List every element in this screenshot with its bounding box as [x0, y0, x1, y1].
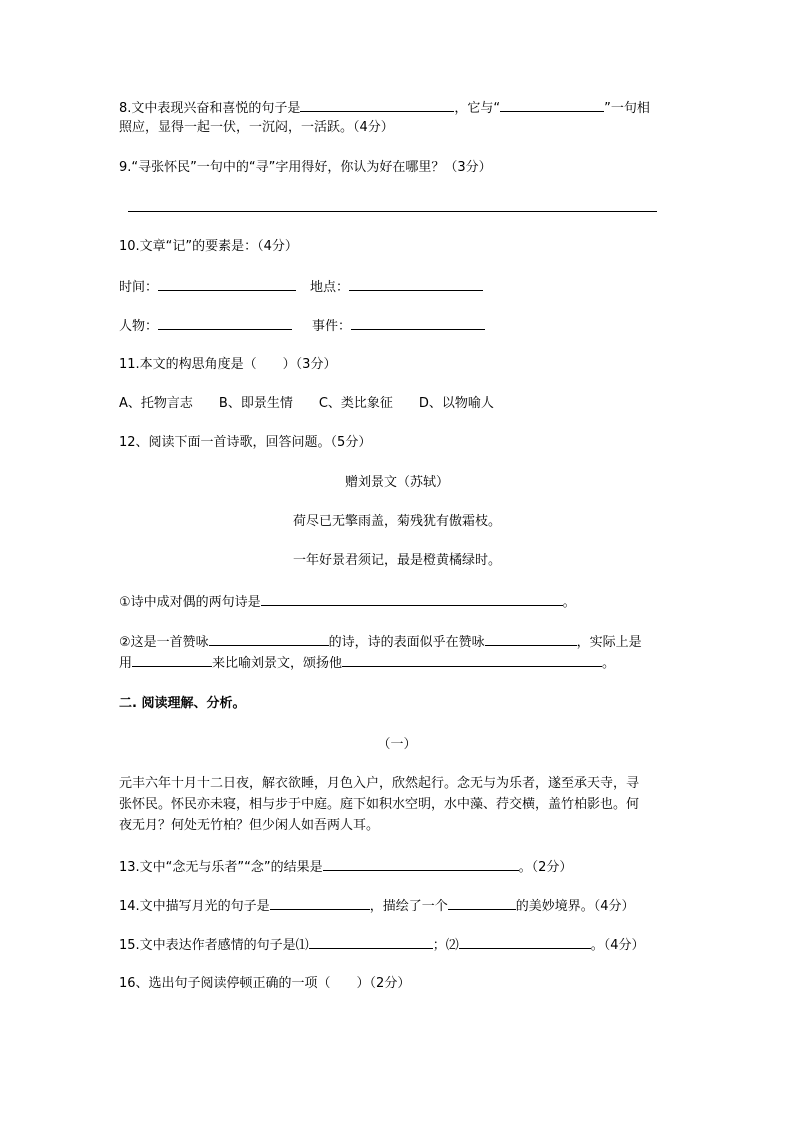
q10-event-blank[interactable] — [351, 315, 485, 330]
q14-text-c: 的美妙境界。（4分） — [515, 899, 635, 914]
q11-option-c[interactable]: C、类比象征 — [318, 396, 393, 411]
poem-line-1: 荷尽已无擎雨盖，菊残犹有傲霜枝。 — [292, 514, 501, 529]
q14-blank-1[interactable] — [270, 895, 370, 910]
q8-blank-1[interactable] — [300, 97, 454, 112]
section-2-heading: 二. 阅读理解、分析。 — [119, 696, 246, 711]
question-8-line-1 — [119, 97, 650, 119]
passage-line-1: 元丰六年十月十二日夜，解衣欲睡，月色入户，欣然起行。念无与为乐者，遂至承天寺，寻 — [119, 776, 640, 791]
q11-option-d[interactable]: D、以物喻人 — [418, 396, 494, 411]
q12-sub2-text-f: 。 — [602, 656, 616, 671]
q10-row-1 — [119, 276, 483, 298]
q10-place-label: 地点： — [310, 280, 350, 295]
q12-sub2-blank-1[interactable] — [209, 631, 329, 646]
q15-text-c: 。（4分） — [590, 938, 645, 953]
poem-title: 赠刘景文（苏轼） — [344, 475, 449, 490]
q14-text-b: ，描绘了一个 — [369, 899, 448, 914]
q15-text-a: 15.文中表达作者感情的句子是⑴ — [119, 938, 309, 953]
q15-blank-2[interactable] — [459, 934, 591, 949]
question-12: 12、阅读下面一首诗歌，回答问题。（5分） — [119, 435, 372, 450]
q12-sub2-blank-4[interactable] — [342, 652, 602, 667]
q12-sub2-text-a: ②这是一首赞咏 — [119, 635, 209, 650]
question-11: 11.本文的构思角度是（ ）（3分） — [119, 357, 337, 372]
question-10-title: 10.文章“记”的要素是：（4分） — [119, 239, 298, 254]
q11-option-a[interactable]: A、托物言志 — [119, 396, 193, 411]
q10-row-2 — [119, 315, 485, 337]
q10-people-label: 人物： — [119, 319, 159, 334]
question-14 — [119, 895, 634, 917]
q10-place-blank[interactable] — [349, 276, 483, 291]
q10-event-label: 事件： — [312, 319, 352, 334]
q12-sub2-blank-3[interactable] — [132, 652, 212, 667]
question-9: 9.“寻张怀民”一句中的“寻”字用得好，你认为好在哪里？（3分） — [119, 160, 492, 175]
q8-text-c: ”一句相 — [604, 101, 650, 116]
q12-sub1-blank[interactable] — [261, 591, 563, 606]
q12-sub1-text: ①诗中成对偶的两句诗是 — [119, 595, 261, 610]
q12-sub2-text-e: 来比喻刘景文，颂扬他 — [212, 656, 343, 671]
q14-blank-2[interactable] — [448, 895, 516, 910]
question-13 — [119, 856, 572, 878]
question-15 — [119, 934, 644, 956]
section-2-part — [0, 735, 794, 755]
q10-time-label: 时间： — [119, 280, 159, 295]
passage-line-2: 张怀民。怀民亦未寝，相与步于中庭。庭下如积水空明，水中藻、荇交横，盖竹柏影也。何 — [119, 797, 640, 812]
q8-text-a: 8.文中表现兴奋和喜悦的句子是 — [119, 101, 301, 116]
q12-sub1-end: 。 — [562, 595, 576, 610]
passage-line-3: 夜无月？何处无竹柏？但少闲人如吾两人耳。 — [119, 818, 380, 833]
q13-text-a: 13.文中“念无与乐者”“念”的结果是 — [119, 860, 323, 875]
q8-blank-2[interactable] — [500, 97, 604, 112]
q12-sub2-text-c: ，实际上是 — [576, 635, 642, 650]
question-8-line-2: 照应，显得一起一伏，一沉闷，一活跃。（4分） — [119, 120, 394, 135]
q15-text-b: ；⑵ — [432, 938, 459, 953]
q13-text-b: 。（2分） — [518, 860, 573, 875]
q10-people-blank[interactable] — [158, 315, 292, 330]
q8-text-b: ，它与“ — [454, 101, 501, 116]
q10-time-blank[interactable] — [158, 276, 296, 291]
q12-sub2-text-b: 的诗，诗的表面似乎在赞咏 — [328, 635, 485, 650]
part-label: （一） — [377, 737, 417, 752]
q14-text-a: 14.文中描写月光的句子是 — [119, 899, 270, 914]
q11-option-b[interactable]: B、即景生情 — [218, 396, 293, 411]
q15-blank-1[interactable] — [309, 934, 433, 949]
q9-answer-line[interactable] — [128, 211, 657, 212]
q12-sub2-blank-2[interactable] — [485, 631, 577, 646]
question-16: 16、选出句子阅读停顿正确的一项（ ）（2分） — [119, 976, 411, 991]
q13-blank[interactable] — [323, 856, 519, 871]
q12-sub-2-line-2 — [119, 652, 615, 674]
q12-sub-1 — [119, 591, 576, 613]
poem-line-2: 一年好景君须记，最是橙黄橘绿时。 — [292, 553, 501, 568]
q11-options — [119, 394, 494, 414]
q12-sub-2-line-1 — [119, 631, 642, 653]
q12-sub2-text-d: 用 — [119, 656, 133, 671]
